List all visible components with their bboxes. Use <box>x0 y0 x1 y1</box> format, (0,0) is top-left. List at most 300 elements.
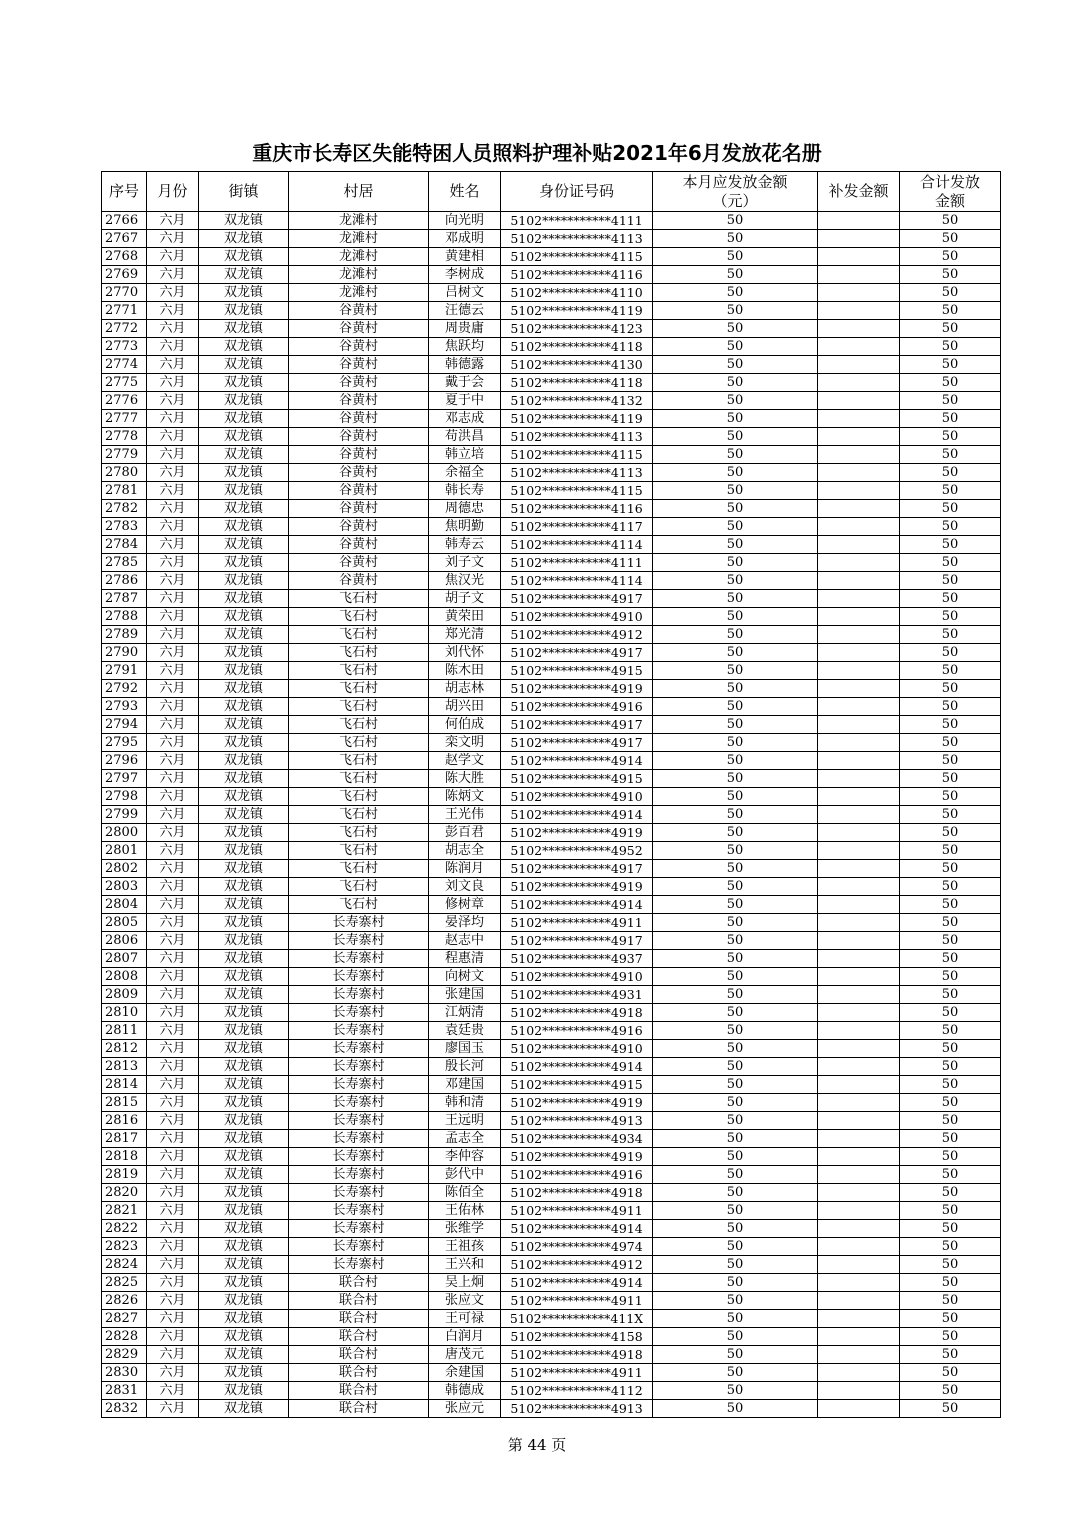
cell-seq: 2822 <box>102 1220 147 1238</box>
cell-month: 六月 <box>147 266 199 284</box>
cell-month: 六月 <box>147 1274 199 1292</box>
cell-supplement <box>818 878 900 896</box>
cell-total: 50 <box>900 590 1001 608</box>
cell-name: 修树章 <box>429 896 501 914</box>
cell-id-number: 5102***********4910 <box>501 608 653 626</box>
cell-town: 双龙镇 <box>199 734 289 752</box>
cell-amount: 50 <box>653 752 818 770</box>
table-row <box>102 1130 1001 1148</box>
cell-seq: 2804 <box>102 896 147 914</box>
cell-supplement <box>818 1004 900 1022</box>
cell-total: 50 <box>900 392 1001 410</box>
cell-total: 50 <box>900 446 1001 464</box>
cell-amount: 50 <box>653 734 818 752</box>
table-row <box>102 932 1001 950</box>
cell-month: 六月 <box>147 554 199 572</box>
cell-id-number: 5102***********4915 <box>501 1076 653 1094</box>
cell-month: 六月 <box>147 1328 199 1346</box>
cell-town: 双龙镇 <box>199 410 289 428</box>
cell-month: 六月 <box>147 1220 199 1238</box>
cell-name: 陈木田 <box>429 662 501 680</box>
cell-month: 六月 <box>147 770 199 788</box>
cell-amount: 50 <box>653 266 818 284</box>
cell-town: 双龙镇 <box>199 1130 289 1148</box>
table-row <box>102 338 1001 356</box>
cell-seq: 2775 <box>102 374 147 392</box>
cell-total: 50 <box>900 1040 1001 1058</box>
cell-seq: 2786 <box>102 572 147 590</box>
cell-total: 50 <box>900 1310 1001 1328</box>
cell-village: 谷黄村 <box>289 500 429 518</box>
cell-total: 50 <box>900 788 1001 806</box>
col-header-month: 月份 <box>147 172 199 212</box>
cell-seq: 2811 <box>102 1022 147 1040</box>
cell-supplement <box>818 932 900 950</box>
cell-amount: 50 <box>653 842 818 860</box>
cell-name: 苟洪昌 <box>429 428 501 446</box>
cell-supplement <box>818 1130 900 1148</box>
cell-amount: 50 <box>653 374 818 392</box>
cell-total: 50 <box>900 1148 1001 1166</box>
cell-amount: 50 <box>653 1058 818 1076</box>
cell-id-number: 5102***********4115 <box>501 446 653 464</box>
cell-id-number: 5102***********4116 <box>501 266 653 284</box>
cell-town: 双龙镇 <box>199 914 289 932</box>
cell-seq: 2782 <box>102 500 147 518</box>
cell-town: 双龙镇 <box>199 986 289 1004</box>
cell-name: 程惠清 <box>429 950 501 968</box>
cell-name: 彭代中 <box>429 1166 501 1184</box>
cell-town: 双龙镇 <box>199 1328 289 1346</box>
cell-supplement <box>818 428 900 446</box>
cell-amount: 50 <box>653 1364 818 1382</box>
cell-name: 邓建国 <box>429 1076 501 1094</box>
cell-amount: 50 <box>653 1040 818 1058</box>
cell-town: 双龙镇 <box>199 1202 289 1220</box>
cell-village: 飞石村 <box>289 626 429 644</box>
cell-total: 50 <box>900 968 1001 986</box>
cell-supplement <box>818 806 900 824</box>
cell-seq: 2784 <box>102 536 147 554</box>
cell-month: 六月 <box>147 914 199 932</box>
cell-supplement <box>818 1328 900 1346</box>
cell-seq: 2800 <box>102 824 147 842</box>
cell-village: 谷黄村 <box>289 572 429 590</box>
table-row <box>102 1220 1001 1238</box>
table-row <box>102 860 1001 878</box>
cell-month: 六月 <box>147 788 199 806</box>
cell-id-number: 5102***********4915 <box>501 662 653 680</box>
cell-total: 50 <box>900 1400 1001 1418</box>
cell-id-number: 5102***********4917 <box>501 860 653 878</box>
cell-supplement <box>818 752 900 770</box>
cell-seq: 2779 <box>102 446 147 464</box>
cell-amount: 50 <box>653 1310 818 1328</box>
cell-amount: 50 <box>653 1112 818 1130</box>
cell-id-number: 5102***********4114 <box>501 536 653 554</box>
cell-amount: 50 <box>653 986 818 1004</box>
table-row <box>102 968 1001 986</box>
cell-amount: 50 <box>653 932 818 950</box>
cell-month: 六月 <box>147 644 199 662</box>
cell-month: 六月 <box>147 590 199 608</box>
cell-name: 赵学文 <box>429 752 501 770</box>
cell-supplement <box>818 410 900 428</box>
cell-seq: 2790 <box>102 644 147 662</box>
cell-town: 双龙镇 <box>199 1256 289 1274</box>
cell-total: 50 <box>900 284 1001 302</box>
cell-total: 50 <box>900 410 1001 428</box>
cell-total: 50 <box>900 752 1001 770</box>
cell-seq: 2799 <box>102 806 147 824</box>
table-row <box>102 1346 1001 1364</box>
cell-amount: 50 <box>653 680 818 698</box>
cell-amount: 50 <box>653 860 818 878</box>
cell-seq: 2767 <box>102 230 147 248</box>
cell-seq: 2817 <box>102 1130 147 1148</box>
cell-name: 栾文明 <box>429 734 501 752</box>
table-row <box>102 266 1001 284</box>
cell-id-number: 5102***********4917 <box>501 734 653 752</box>
cell-month: 六月 <box>147 356 199 374</box>
cell-total: 50 <box>900 644 1001 662</box>
cell-name: 吴上炯 <box>429 1274 501 1292</box>
table-row <box>102 1094 1001 1112</box>
cell-supplement <box>818 1310 900 1328</box>
cell-village: 飞石村 <box>289 644 429 662</box>
cell-town: 双龙镇 <box>199 1382 289 1400</box>
cell-month: 六月 <box>147 734 199 752</box>
cell-seq: 2774 <box>102 356 147 374</box>
cell-amount: 50 <box>653 626 818 644</box>
cell-village: 飞石村 <box>289 878 429 896</box>
cell-town: 双龙镇 <box>199 320 289 338</box>
cell-supplement <box>818 788 900 806</box>
table-row <box>102 770 1001 788</box>
cell-month: 六月 <box>147 1058 199 1076</box>
cell-seq: 2816 <box>102 1112 147 1130</box>
cell-id-number: 5102***********4917 <box>501 932 653 950</box>
cell-seq: 2815 <box>102 1094 147 1112</box>
cell-supplement <box>818 716 900 734</box>
table-row <box>102 1022 1001 1040</box>
cell-total: 50 <box>900 770 1001 788</box>
cell-month: 六月 <box>147 392 199 410</box>
cell-seq: 2808 <box>102 968 147 986</box>
cell-name: 唐茂元 <box>429 1346 501 1364</box>
cell-village: 长寿寨村 <box>289 1076 429 1094</box>
table-row <box>102 1238 1001 1256</box>
cell-seq: 2809 <box>102 986 147 1004</box>
cell-village: 长寿寨村 <box>289 986 429 1004</box>
cell-amount: 50 <box>653 1202 818 1220</box>
roster-table <box>101 171 1001 1418</box>
table-row <box>102 590 1001 608</box>
cell-supplement <box>818 1400 900 1418</box>
cell-amount: 50 <box>653 1220 818 1238</box>
cell-month: 六月 <box>147 572 199 590</box>
cell-town: 双龙镇 <box>199 968 289 986</box>
cell-month: 六月 <box>147 338 199 356</box>
cell-month: 六月 <box>147 716 199 734</box>
cell-month: 六月 <box>147 662 199 680</box>
cell-village: 联合村 <box>289 1346 429 1364</box>
col-header-village: 村居 <box>289 172 429 212</box>
cell-month: 六月 <box>147 410 199 428</box>
cell-id-number: 5102***********4931 <box>501 986 653 1004</box>
cell-seq: 2801 <box>102 842 147 860</box>
cell-id-number: 5102***********4912 <box>501 626 653 644</box>
cell-id-number: 5102***********4919 <box>501 824 653 842</box>
cell-village: 长寿寨村 <box>289 1094 429 1112</box>
cell-id-number: 5102***********4911 <box>501 1292 653 1310</box>
cell-id-number: 5102***********4115 <box>501 482 653 500</box>
table-row <box>102 392 1001 410</box>
cell-id-number: 5102***********4917 <box>501 590 653 608</box>
cell-id-number: 5102***********4916 <box>501 1022 653 1040</box>
table-row <box>102 356 1001 374</box>
cell-town: 双龙镇 <box>199 752 289 770</box>
cell-total: 50 <box>900 1004 1001 1022</box>
cell-amount: 50 <box>653 428 818 446</box>
cell-supplement <box>818 590 900 608</box>
col-header-total <box>900 172 1001 212</box>
cell-amount: 50 <box>653 410 818 428</box>
table-row <box>102 212 1001 230</box>
table-row <box>102 572 1001 590</box>
cell-town: 双龙镇 <box>199 842 289 860</box>
cell-id-number: 5102***********4974 <box>501 1238 653 1256</box>
cell-supplement <box>818 230 900 248</box>
table-row <box>102 302 1001 320</box>
cell-amount: 50 <box>653 1346 818 1364</box>
cell-village: 联合村 <box>289 1292 429 1310</box>
cell-seq: 2766 <box>102 212 147 230</box>
cell-name: 王祖孩 <box>429 1238 501 1256</box>
cell-seq: 2823 <box>102 1238 147 1256</box>
cell-month: 六月 <box>147 302 199 320</box>
cell-id-number: 5102***********4914 <box>501 1058 653 1076</box>
cell-total: 50 <box>900 374 1001 392</box>
cell-seq: 2794 <box>102 716 147 734</box>
cell-id-number: 5102***********4119 <box>501 410 653 428</box>
cell-id-number: 5102***********4111 <box>501 554 653 572</box>
cell-id-number: 5102***********4110 <box>501 284 653 302</box>
cell-supplement <box>818 446 900 464</box>
cell-seq: 2812 <box>102 1040 147 1058</box>
cell-amount: 50 <box>653 392 818 410</box>
cell-total: 50 <box>900 518 1001 536</box>
cell-name: 焦跃均 <box>429 338 501 356</box>
cell-month: 六月 <box>147 482 199 500</box>
cell-seq: 2818 <box>102 1148 147 1166</box>
cell-id-number: 5102***********4114 <box>501 572 653 590</box>
cell-amount: 50 <box>653 1400 818 1418</box>
cell-supplement <box>818 1058 900 1076</box>
table-row <box>102 1292 1001 1310</box>
cell-name: 陈润月 <box>429 860 501 878</box>
cell-total: 50 <box>900 662 1001 680</box>
cell-id-number: 5102***********4911 <box>501 1364 653 1382</box>
cell-village: 龙滩村 <box>289 248 429 266</box>
cell-seq: 2768 <box>102 248 147 266</box>
cell-month: 六月 <box>147 1040 199 1058</box>
cell-amount: 50 <box>653 1256 818 1274</box>
cell-name: 江炳清 <box>429 1004 501 1022</box>
cell-village: 联合村 <box>289 1400 429 1418</box>
cell-id-number: 5102***********4919 <box>501 1148 653 1166</box>
cell-name: 王远明 <box>429 1112 501 1130</box>
cell-town: 双龙镇 <box>199 626 289 644</box>
cell-id-number: 5102***********4916 <box>501 1166 653 1184</box>
cell-amount: 50 <box>653 824 818 842</box>
table-row <box>102 1328 1001 1346</box>
cell-village: 长寿寨村 <box>289 1184 429 1202</box>
cell-name: 黄荣田 <box>429 608 501 626</box>
table-row <box>102 1256 1001 1274</box>
cell-name: 刘文良 <box>429 878 501 896</box>
cell-name: 李仲容 <box>429 1148 501 1166</box>
page-title: 重庆市长寿区失能特困人员照料护理补贴2021年6月发放花名册 <box>252 141 822 165</box>
table-row <box>102 410 1001 428</box>
cell-town: 双龙镇 <box>199 536 289 554</box>
cell-name: 彭百君 <box>429 824 501 842</box>
cell-name: 黄建相 <box>429 248 501 266</box>
cell-id-number: 5102***********4914 <box>501 752 653 770</box>
cell-village: 谷黄村 <box>289 392 429 410</box>
cell-id-number: 5102***********4917 <box>501 716 653 734</box>
cell-village: 长寿寨村 <box>289 1112 429 1130</box>
cell-supplement <box>818 1202 900 1220</box>
cell-total: 50 <box>900 1238 1001 1256</box>
cell-id-number: 5102***********4911 <box>501 1202 653 1220</box>
cell-town: 双龙镇 <box>199 1040 289 1058</box>
cell-town: 双龙镇 <box>199 698 289 716</box>
cell-village: 龙滩村 <box>289 230 429 248</box>
cell-id-number: 5102***********4111 <box>501 212 653 230</box>
cell-seq: 2828 <box>102 1328 147 1346</box>
cell-name: 赵志中 <box>429 932 501 950</box>
cell-total: 50 <box>900 572 1001 590</box>
cell-name: 孟志全 <box>429 1130 501 1148</box>
cell-supplement <box>818 770 900 788</box>
col-header-seq: 序号 <box>102 172 147 212</box>
cell-name: 余建国 <box>429 1364 501 1382</box>
cell-id-number: 5102***********4915 <box>501 770 653 788</box>
cell-amount: 50 <box>653 284 818 302</box>
table-row <box>102 896 1001 914</box>
table-row <box>102 1400 1001 1418</box>
cell-seq: 2819 <box>102 1166 147 1184</box>
cell-amount: 50 <box>653 662 818 680</box>
cell-town: 双龙镇 <box>199 554 289 572</box>
cell-id-number: 5102***********4913 <box>501 1112 653 1130</box>
cell-total: 50 <box>900 1328 1001 1346</box>
cell-month: 六月 <box>147 824 199 842</box>
cell-town: 双龙镇 <box>199 302 289 320</box>
col-header-supplement: 补发金额 <box>818 172 900 212</box>
table-header-row <box>102 172 1001 212</box>
cell-id-number: 5102***********4132 <box>501 392 653 410</box>
cell-village: 谷黄村 <box>289 320 429 338</box>
cell-amount: 50 <box>653 518 818 536</box>
cell-month: 六月 <box>147 932 199 950</box>
cell-seq: 2788 <box>102 608 147 626</box>
cell-supplement <box>818 464 900 482</box>
cell-amount: 50 <box>653 788 818 806</box>
cell-town: 双龙镇 <box>199 950 289 968</box>
table-row <box>102 1382 1001 1400</box>
cell-name: 张维学 <box>429 1220 501 1238</box>
cell-total: 50 <box>900 1094 1001 1112</box>
cell-month: 六月 <box>147 446 199 464</box>
cell-village: 长寿寨村 <box>289 1022 429 1040</box>
cell-id-number: 5102***********4112 <box>501 1382 653 1400</box>
cell-total: 50 <box>900 1382 1001 1400</box>
cell-name: 韩德成 <box>429 1382 501 1400</box>
cell-name: 王光伟 <box>429 806 501 824</box>
cell-supplement <box>818 950 900 968</box>
cell-village: 飞石村 <box>289 680 429 698</box>
cell-amount: 50 <box>653 1166 818 1184</box>
table-row <box>102 680 1001 698</box>
cell-seq: 2827 <box>102 1310 147 1328</box>
cell-amount: 50 <box>653 878 818 896</box>
cell-month: 六月 <box>147 1346 199 1364</box>
cell-id-number: 5102***********4914 <box>501 896 653 914</box>
cell-village: 谷黄村 <box>289 356 429 374</box>
cell-name: 郑光清 <box>429 626 501 644</box>
cell-town: 双龙镇 <box>199 1058 289 1076</box>
cell-name: 向光明 <box>429 212 501 230</box>
cell-total: 50 <box>900 986 1001 1004</box>
cell-village: 长寿寨村 <box>289 1148 429 1166</box>
cell-id-number: 5102***********4119 <box>501 302 653 320</box>
cell-total: 50 <box>900 1184 1001 1202</box>
cell-town: 双龙镇 <box>199 482 289 500</box>
table-row <box>102 842 1001 860</box>
cell-village: 飞石村 <box>289 806 429 824</box>
cell-total: 50 <box>900 716 1001 734</box>
cell-supplement <box>818 284 900 302</box>
cell-supplement <box>818 986 900 1004</box>
cell-name: 韩和清 <box>429 1094 501 1112</box>
cell-seq: 2780 <box>102 464 147 482</box>
cell-amount: 50 <box>653 644 818 662</box>
cell-month: 六月 <box>147 896 199 914</box>
cell-total: 50 <box>900 626 1001 644</box>
cell-supplement <box>818 1166 900 1184</box>
cell-seq: 2803 <box>102 878 147 896</box>
cell-village: 长寿寨村 <box>289 1040 429 1058</box>
table-row <box>102 464 1001 482</box>
cell-village: 飞石村 <box>289 770 429 788</box>
cell-name: 陈大胜 <box>429 770 501 788</box>
cell-village: 谷黄村 <box>289 410 429 428</box>
cell-id-number: 5102***********4919 <box>501 1094 653 1112</box>
cell-total: 50 <box>900 698 1001 716</box>
cell-total: 50 <box>900 932 1001 950</box>
cell-village: 谷黄村 <box>289 482 429 500</box>
cell-supplement <box>818 212 900 230</box>
cell-amount: 50 <box>653 590 818 608</box>
cell-total: 50 <box>900 608 1001 626</box>
cell-village: 联合村 <box>289 1310 429 1328</box>
cell-month: 六月 <box>147 284 199 302</box>
cell-village: 谷黄村 <box>289 464 429 482</box>
cell-town: 双龙镇 <box>199 1238 289 1256</box>
table-row <box>102 1058 1001 1076</box>
